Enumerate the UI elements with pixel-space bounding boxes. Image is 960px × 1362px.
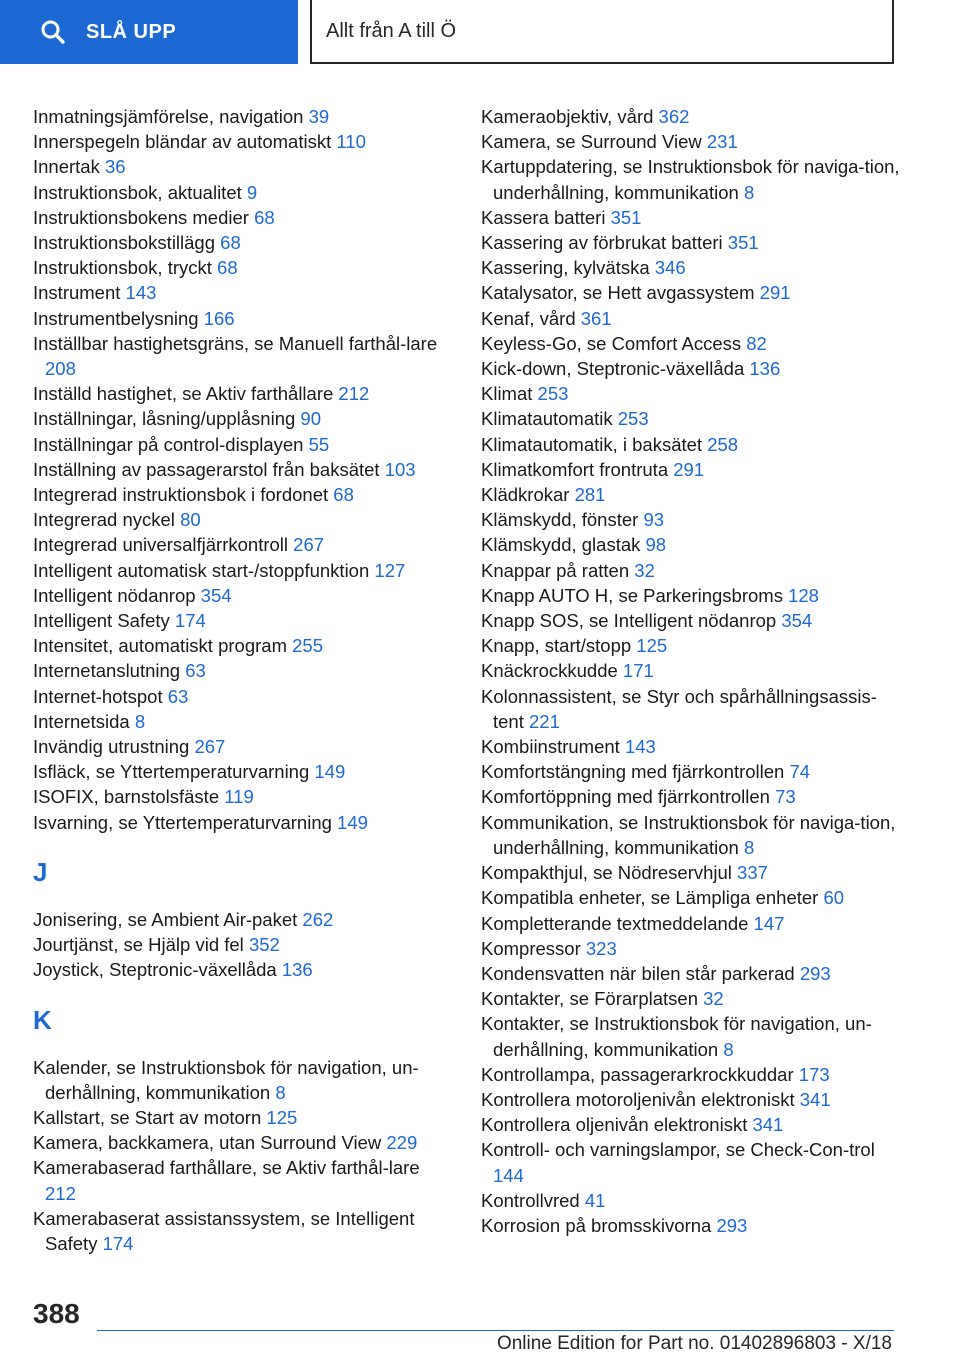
index-entry (481, 154, 901, 204)
index-entry-text: Klimat (481, 383, 533, 405)
page-link[interactable]: 229 (386, 1132, 418, 1154)
index-entry-text: Kamera, backkamera, utan Surround View (33, 1132, 382, 1154)
index-entry (481, 911, 901, 936)
index-entry-text: Komfortstängning med fjärrkontrollen (481, 761, 785, 783)
page-link[interactable]: 68 (333, 484, 354, 506)
index-entry-text: Kameraobjektiv, vård (481, 106, 654, 127)
breadcrumb-label: Allt från A till Ö (326, 19, 457, 42)
index-entry-text: Knapp, start/stopp (481, 635, 632, 657)
search-button-label: SLÅ UPP (86, 20, 177, 43)
index-entry-text: Klimatkomfort frontruta (481, 458, 669, 480)
index-entry-text: Komfortöppning med fjärrkontrollen (481, 786, 770, 808)
index-entry (33, 1206, 443, 1256)
index-column-left (33, 104, 443, 1256)
index-entry (33, 381, 443, 406)
index-entry-text: Inställbar hastighetsgräns, se Manuell farthål‐lare (33, 332, 438, 354)
index-entry (33, 205, 443, 230)
footer-divider (97, 1330, 894, 1331)
page-link[interactable]: 291 (759, 282, 791, 304)
index-entry-text: Kontakter, se Förarplatsen (481, 988, 698, 1010)
index-entry-text: Inställningar på control-displayen (33, 433, 304, 455)
page-link[interactable]: 253 (617, 408, 649, 430)
page-link[interactable]: 149 (337, 811, 368, 833)
index-entry-text: Kallstart, se Start av motorn (33, 1106, 262, 1128)
index-entry-text: Innertak (33, 156, 100, 178)
index-entry (481, 230, 901, 255)
index-entry-text: Klämskydd, glastak (481, 534, 641, 556)
index-entry-text: Kontakter, se Instruktionsbok för navigation, un‐derhållning, kommunikation (481, 1013, 872, 1060)
index-entry-text: Kombiinstrument (481, 736, 620, 758)
page-link[interactable]: 119 (224, 786, 254, 808)
page-link[interactable]: 341 (752, 1114, 784, 1136)
breadcrumb[interactable] (310, 0, 894, 64)
page-link[interactable]: 36 (105, 156, 126, 178)
index-entry (481, 1213, 901, 1238)
index-letter-heading: J (33, 856, 48, 887)
index-entry (481, 734, 901, 759)
index-entry-text: Klimatautomatik, i baksätet (481, 433, 703, 455)
page-link[interactable]: 90 (300, 408, 321, 430)
page-link[interactable]: 147 (753, 912, 785, 934)
page-link[interactable]: 9 (246, 181, 258, 203)
page-link[interactable]: 291 (673, 458, 705, 480)
page-link[interactable]: 323 (585, 937, 617, 959)
index-entry (481, 406, 901, 431)
page-link[interactable]: 255 (292, 635, 323, 657)
page-link[interactable]: 74 (789, 761, 811, 783)
index-entry-text: Intelligent Safety (33, 610, 170, 632)
index-entry (481, 1087, 901, 1112)
page-link[interactable]: 32 (703, 988, 724, 1010)
index-entry-text: Integrerad instruktionsbok i fordonet (33, 484, 329, 506)
page-link[interactable]: 352 (248, 934, 280, 956)
index-entry-text: Kontroll- och varningslampor, se Check-Con‐trol (481, 1139, 875, 1161)
index-entry (33, 532, 443, 557)
index-entry-text: Kontrollera oljenivån elektroniskt (481, 1114, 748, 1136)
page-link[interactable]: 8 (743, 181, 755, 203)
page-link[interactable]: 68 (254, 206, 275, 228)
page-link[interactable]: 63 (167, 685, 189, 707)
index-entry-text: Kenaf, vård (481, 307, 576, 329)
index-entry (481, 205, 901, 230)
index-entry-text: Kontrollampa, passagerarkrockkuddar (481, 1063, 794, 1085)
index-entry (33, 583, 443, 608)
index-entry (33, 255, 443, 280)
index-entry-text: Kamerabaserat assistanssystem, se Intelligent Safety (33, 1207, 415, 1254)
index-letter-heading: K (33, 1004, 52, 1035)
index-entry-text: Instruktionsbok, tryckt (33, 257, 212, 279)
index-entry-text: Innerspegeln bländar av automatiskt (33, 131, 332, 153)
index-entry-text: Knäckrockkudde (481, 660, 618, 682)
index-entry-text: Kompressor (481, 937, 581, 959)
index-entry (481, 860, 901, 885)
index-entry (481, 558, 901, 583)
page-link[interactable]: 267 (293, 534, 325, 556)
index-entry (33, 932, 443, 957)
page-link[interactable]: 267 (194, 736, 226, 758)
index-entry-text: Kamerabaserad farthållare, se Aktiv farthål‐lare (33, 1157, 420, 1179)
page-link[interactable]: 41 (584, 1189, 606, 1211)
index-entry (481, 306, 901, 331)
page-link[interactable]: 125 (636, 635, 668, 657)
index-column-right (481, 104, 901, 1238)
page-link[interactable]: 127 (374, 559, 406, 581)
index-entry (33, 1105, 443, 1130)
footer-edition: Online Edition for Part no. 01402896803 - X/18 (496, 1333, 892, 1354)
index-entry (481, 986, 901, 1011)
index-entry (33, 280, 443, 305)
index-entry-text: ISOFIX, barnstolsfäste (33, 786, 220, 808)
page-link[interactable]: 351 (727, 232, 759, 254)
index-entry (33, 129, 443, 154)
page-link[interactable]: 63 (185, 660, 206, 682)
page-link[interactable]: 68 (217, 257, 238, 279)
page-link[interactable]: 231 (706, 131, 738, 153)
index-entry (33, 1055, 443, 1105)
page-link[interactable]: 354 (200, 584, 232, 606)
page-link[interactable]: 337 (737, 862, 768, 884)
index-entry (33, 558, 443, 583)
page-link[interactable]: 136 (281, 959, 313, 981)
index-entry (481, 457, 901, 482)
page-link[interactable]: 103 (384, 458, 416, 480)
page-link[interactable]: 55 (308, 433, 330, 455)
index-entry (33, 1130, 443, 1155)
page-link[interactable]: 144 (493, 1164, 524, 1186)
index-entry-text: Instruktionsbokstillägg (33, 232, 216, 254)
page-link[interactable]: 8 (723, 1038, 734, 1060)
index-entry-text: Kompakthjul, se Nödreservhjul (481, 862, 732, 884)
index-entry-text: Instrument (33, 282, 121, 304)
page-link[interactable]: 362 (658, 106, 690, 127)
page-link[interactable]: 212 (338, 383, 370, 405)
index-entry (481, 885, 901, 910)
index-entry-text: Instruktionsbok, aktualitet (33, 181, 242, 203)
index-entry-text: Isvarning, se Yttertemperaturvarning (33, 811, 332, 833)
page-link[interactable]: 253 (537, 383, 569, 405)
page-link[interactable]: 8 (275, 1081, 286, 1103)
index-entry (481, 658, 901, 683)
index-entry (481, 608, 901, 633)
index-entry-text: Kontrollvred (481, 1189, 580, 1211)
page-link[interactable]: 262 (302, 908, 334, 930)
page-link[interactable]: 39 (308, 106, 330, 127)
index-entry-text: Klädkrokar (481, 484, 570, 506)
index-entry-text: Keyless-Go, se Comfort Access (481, 332, 742, 354)
page-link[interactable]: 136 (749, 358, 781, 380)
index-entry (481, 1062, 901, 1087)
index-entry (33, 684, 443, 709)
page-number: 388 (33, 1298, 80, 1329)
page-link[interactable]: 68 (220, 232, 241, 254)
index-entry-text: Inställning av passagerarstol från baksätet (33, 458, 380, 480)
index-entry (33, 784, 443, 809)
page-link[interactable]: 346 (654, 257, 686, 279)
page-link[interactable]: 73 (775, 786, 796, 808)
page-link[interactable]: 82 (746, 332, 767, 354)
page-link[interactable]: 110 (336, 131, 366, 153)
index-entry-text: Integrerad nyckel (33, 509, 175, 531)
index-entry-text: Kompatibla enheter, se Lämpliga enheter (481, 887, 819, 909)
index-entry (481, 532, 901, 557)
index-entry-text: Joystick, Steptronic-växellåda (33, 959, 277, 981)
page-link[interactable]: 128 (788, 584, 819, 606)
index-entry (481, 356, 901, 381)
index-entry (481, 936, 901, 961)
index-entry-text: Katalysator, se Hett avgassystem (481, 282, 755, 304)
page-link[interactable]: 80 (180, 509, 201, 531)
index-entry (481, 759, 901, 784)
page-link[interactable]: 143 (624, 736, 656, 758)
index-entry-text: Intensitet, automatiskt program (33, 635, 287, 657)
search-icon (40, 19, 66, 45)
page-link[interactable]: 208 (45, 358, 76, 380)
index-entry (33, 331, 443, 381)
page-link[interactable]: 361 (580, 307, 612, 329)
index-entry (33, 907, 443, 932)
index-entry (33, 306, 443, 331)
page-link[interactable]: 281 (574, 484, 606, 506)
index-entry (481, 129, 901, 154)
index-entry-text: Klämskydd, fönster (481, 509, 639, 531)
index-entry-text: Jourtjänst, se Hjälp vid fel (33, 934, 244, 956)
index-entry-text: Kick-down, Steptronic-växellåda (481, 358, 745, 380)
index-entry-text: Kompletterande textmeddelande (481, 912, 749, 934)
index-entry (33, 633, 443, 658)
index-entry (481, 1112, 901, 1137)
index-entry (33, 406, 443, 431)
index-entry (481, 784, 901, 809)
page-link[interactable]: 149 (314, 761, 346, 783)
index-entry (33, 608, 443, 633)
index-entry-text: Jonisering, se Ambient Air-paket (33, 908, 298, 930)
search-button[interactable] (0, 0, 298, 64)
index-entry (481, 684, 901, 734)
index-entry-text: Kamera, se Surround View (481, 131, 702, 153)
index-entry (481, 482, 901, 507)
index-entry (481, 331, 901, 356)
page-link[interactable]: 125 (266, 1106, 298, 1128)
index-entry-text: Integrerad universalfjärrkontroll (33, 534, 289, 556)
index-entry-text: Isfläck, se Yttertemperaturvarning (33, 761, 310, 783)
index-entry (33, 230, 443, 255)
page-link[interactable]: 174 (174, 610, 206, 632)
page-link[interactable]: 351 (610, 206, 642, 228)
page-link[interactable]: 166 (203, 307, 235, 329)
index-entry-text: Klimatautomatik (481, 408, 613, 430)
index-entry (33, 432, 443, 457)
index-entry (481, 961, 901, 986)
index-entry-text: Instruktionsbokens medier (33, 206, 249, 228)
index-entry (481, 1188, 901, 1213)
page-link[interactable]: 341 (799, 1088, 831, 1110)
page-link[interactable]: 32 (634, 559, 655, 581)
index-entry (33, 482, 443, 507)
index-entry-text: Kassera batteri (481, 206, 606, 228)
page-link[interactable]: 293 (799, 962, 831, 984)
index-entry (33, 507, 443, 532)
index-entry (33, 457, 443, 482)
index-entry-text: Knapp SOS, se Intelligent nödanrop (481, 610, 777, 632)
page-link[interactable]: 93 (643, 509, 665, 531)
index-entry-text: Kartuppdatering, se Instruktionsbok för naviga‐tion, underhållning, kommunikation (481, 156, 900, 203)
index-entry (481, 255, 901, 280)
index-entry (33, 759, 443, 784)
index-entry-text: Internetanslutning (33, 660, 181, 682)
index-entry-text: Kassering, kylvätska (481, 257, 650, 279)
page-link[interactable]: 221 (529, 710, 560, 732)
index-entry-text: Kontrollera motoroljenivån elektroniskt (481, 1088, 795, 1110)
page-link[interactable]: 173 (798, 1063, 830, 1085)
page-link[interactable]: 174 (102, 1232, 134, 1254)
page-link[interactable]: 8 (134, 710, 146, 732)
index-entry-text: Internetsida (33, 710, 130, 732)
index-entry-text: Kassering av förbrukat batteri (481, 232, 723, 254)
page-link[interactable]: 143 (125, 282, 157, 304)
index-entry-text: Inmatningsjämförelse, navigation (33, 106, 304, 127)
index-entry-text: Korrosion på bromsskivorna (481, 1214, 712, 1236)
index-entry (481, 633, 901, 658)
index-entry-text: Kalender, se Instruktionsbok för navigation, un‐derhållning, kommunikation (33, 1056, 419, 1103)
index-entry (33, 734, 443, 759)
index-entry (33, 957, 443, 982)
index-entry (33, 104, 443, 129)
index-entry (481, 432, 901, 457)
index-entry (33, 658, 443, 683)
page-link[interactable]: 258 (707, 433, 739, 455)
index-entry-text: Knappar på ratten (481, 559, 630, 581)
index-entry-text: Inställningar, låsning/upplåsning (33, 408, 296, 430)
index-entry (481, 1011, 901, 1061)
page-link[interactable]: 60 (823, 887, 845, 909)
page-link[interactable]: 354 (781, 610, 813, 632)
index-entry (33, 180, 443, 205)
page-link[interactable]: 293 (716, 1214, 748, 1236)
index-entry-text: Invändig utrustning (33, 736, 190, 758)
index-entry (33, 154, 443, 179)
page-link[interactable]: 8 (743, 836, 755, 858)
index-entry (481, 583, 901, 608)
index-entry-text: Instrumentbelysning (33, 307, 199, 329)
index-entry-text: Kommunikation, se Instruktionsbok för naviga‐tion, underhållning, kommunikation (481, 811, 896, 858)
index-entry (33, 1155, 443, 1205)
page-link[interactable]: 98 (645, 534, 667, 556)
index-entry (33, 709, 443, 734)
index-entry (33, 810, 443, 835)
index-entry-text: Intelligent nödanrop (33, 584, 196, 606)
index-entry (481, 104, 901, 129)
page-link[interactable]: 171 (622, 660, 654, 682)
index-entry (481, 1137, 901, 1187)
index-entry (481, 810, 901, 860)
index-entry-text: Internet-hotspot (33, 685, 163, 707)
index-entry-text: Kolonnassistent, se Styr och spårhållningsassis‐tent (481, 685, 877, 732)
index-entry (481, 381, 901, 406)
index-entry (481, 280, 901, 305)
index-entry-text: Inställd hastighet, se Aktiv farthållare (33, 383, 334, 405)
index-entry-text: Kondensvatten när bilen står parkerad (481, 962, 795, 984)
page-link[interactable]: 212 (45, 1182, 76, 1204)
index-entry-text: Knapp AUTO H, se Parkeringsbroms (481, 584, 783, 606)
index-entry (481, 507, 901, 532)
index-entry-text: Intelligent automatisk start-/stoppfunktion (33, 559, 370, 581)
